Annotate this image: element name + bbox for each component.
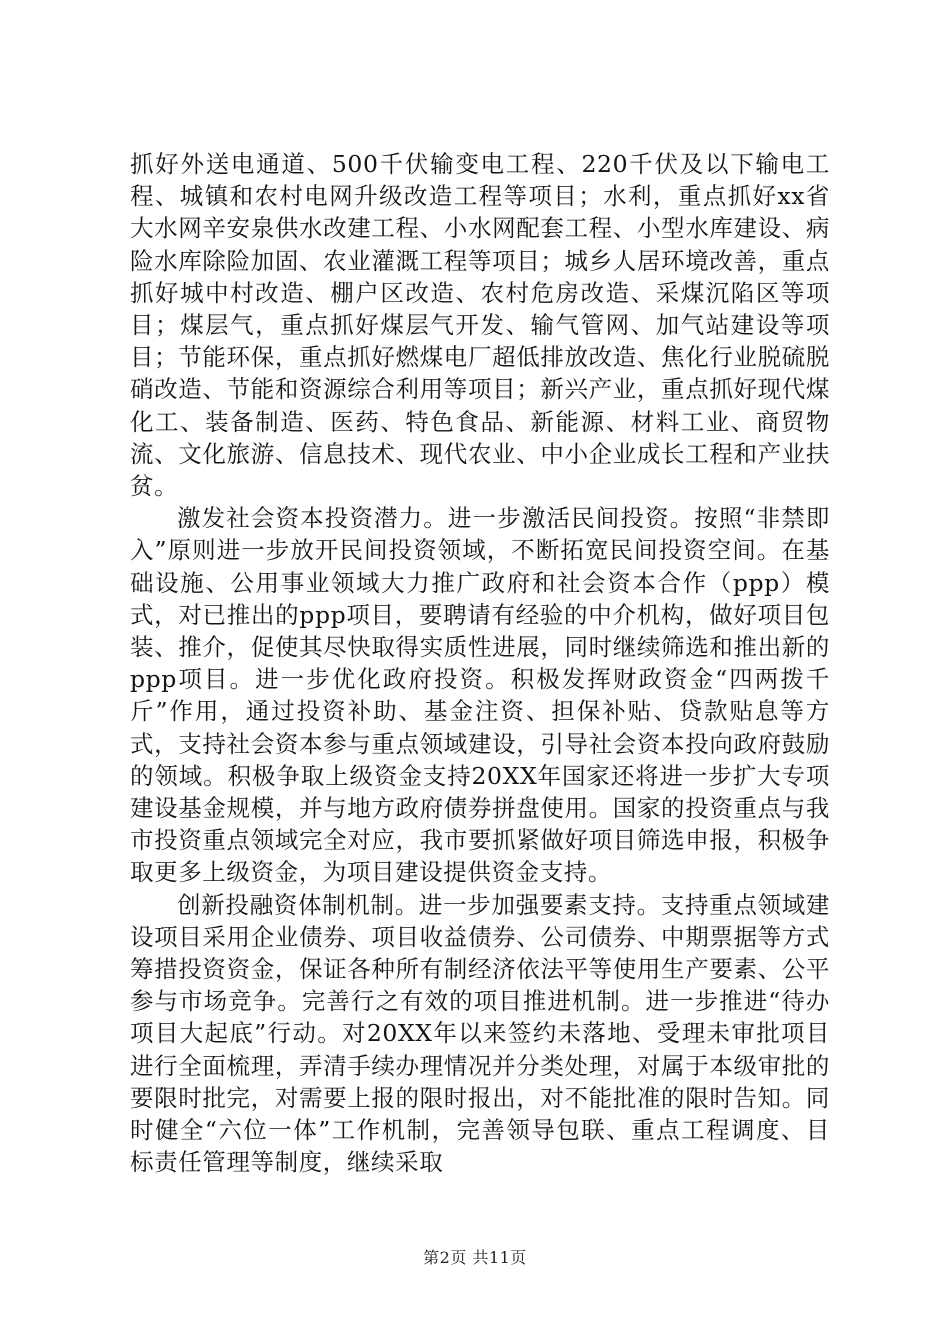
paragraph-social-capital: 激发社会资本投资潜力。进一步激活民间投资。按照“非禁即入”原则进一步放开民间投资领域，不断拓宽民间投资空间。在基础设施、公用事业领域大力推广政府和社会资本合作（ppp）模式，对已推出的ppp项目，要聘请有经验的中介机构，做好项目包装、推介，促使其尽快取得实质性进展，同时继续筛选和推出新的ppp项目。进一步优化政府投资。积极发挥财政资金“四两拨千斤”作用，通过投资补助、基金注资、担保补贴、贷款贴息等方式，支持社会资本参与重点领域建设，引导社会资本投向政府鼓励的领域。积极争取上级资金支持20XX年国家还将进一步扩大专项建设基金规模，并与地方政府债券拼盘使用。国家的投资重点与我市投资重点领域完全对应，我市要抓紧做好项目筛选申报，积极争取更多上级资金，为项目建设提供资金支持。 <box>130 504 830 887</box>
page-footer: 第2页 共11页 <box>423 1248 527 1267</box>
paragraph-continuation: 抓好外送电通道、500千伏输变电工程、220千伏及以下输电工程、城镇和农村电网升级改造工程等项目；水利，重点抓好xx省大水网辛安泉供水改建工程、小水网配套工程、小型水库建设、病险水库除险加固、农业灌溉工程等项目；城乡人居环境改善，重点抓好城中村改造、棚户区改造、农村危房改造、采煤沉陷区等项目；煤层气，重点抓好煤层气开发、输气管网、加气站建设等项目；节能环保，重点抓好燃煤电厂超低排放改造、焦化行业脱硫脱硝改造、节能和资源综合利用等项目；新兴产业，重点抓好现代煤化工、装备制造、医药、特色食品、新能源、材料工业、商贸物流、文化旅游、信息技术、现代农业、中小企业成长工程和产业扶贫。 <box>130 150 830 501</box>
paragraph-financing-mechanism: 创新投融资体制机制。进一步加强要素支持。支持重点领域建设项目采用企业债券、项目收益债券、公司债券、中期票据等方式筹措投资资金，保证各种所有制经济依法平等使用生产要素、公平参与市场竞争。完善行之有效的项目推进机制。进一步推进“待办项目大起底”行动。对20XX年以来签约未落地、受理未审批项目进行全面梳理，弄清手续办理情况并分类处理，对属于本级审批的要限时批完，对需要上报的限时报出，对不能批准的限时告知。同时健全“六位一体”工作机制，完善领导包联、重点工程调度、目标责任管理等制度，继续采取 <box>130 890 830 1177</box>
document-body <box>130 148 830 1179</box>
